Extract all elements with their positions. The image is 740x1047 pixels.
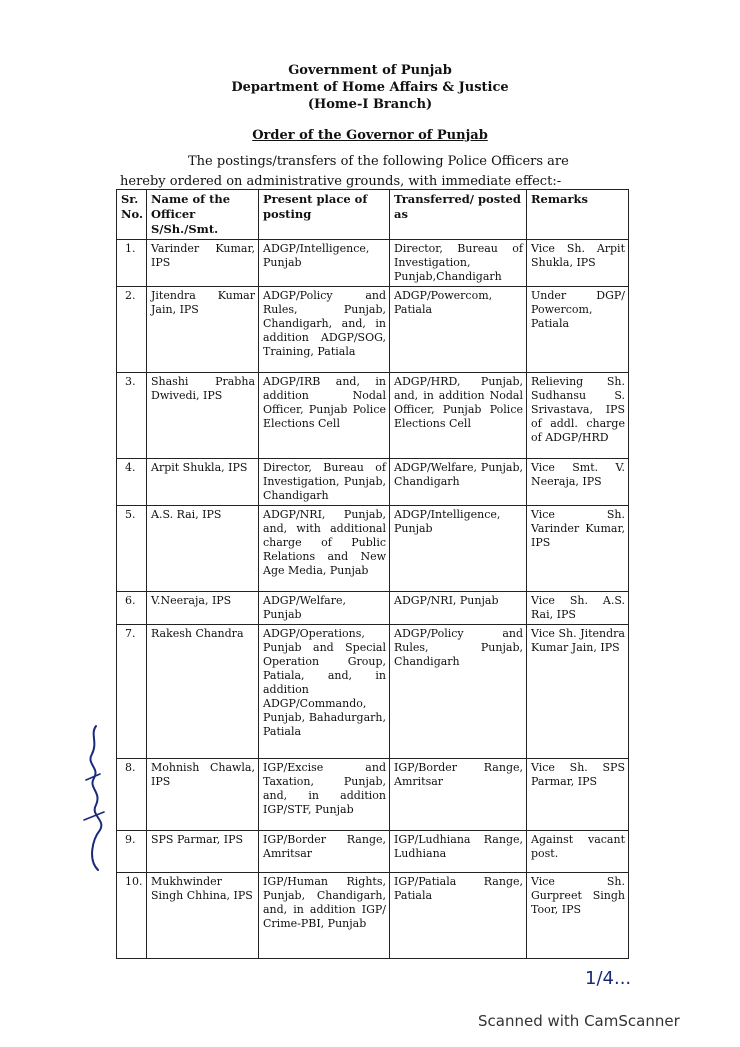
- intro-line-1: The postings/transfers of the following Police Officers are: [188, 154, 569, 169]
- header-branch: (Home-I Branch): [307, 97, 433, 112]
- table-row: [117, 831, 629, 873]
- header-sr-no: Sr. No.: [117, 190, 147, 240]
- header-remarks: Remarks: [527, 190, 629, 240]
- cell-remarks: Vice Sh. Arpit Shukla, IPS: [527, 240, 629, 287]
- document-header: [0, 62, 740, 113]
- cell-officer-name: V.Neeraja, IPS: [147, 592, 259, 625]
- table-header-row: [117, 190, 629, 240]
- cell-transferred: ADGP/Powercom, Patiala: [390, 287, 527, 373]
- cell-transferred: ADGP/HRD, Punjab, and, in addition Nodal Officer, Punjab Police Elections Cell: [390, 373, 527, 459]
- cell-officer-name: SPS Parmar, IPS: [147, 831, 259, 873]
- cell-present-posting: IGP/Border Range, Amritsar: [259, 831, 390, 873]
- cell-remarks: Vice Sh. SPS Parmar, IPS: [527, 759, 629, 831]
- cell-officer-name: Mohnish Chawla, IPS: [147, 759, 259, 831]
- table-row: [117, 240, 629, 287]
- table-row: [117, 459, 629, 506]
- cell-present-posting: Director, Bureau of Investigation, Punjab, Chandigarh: [259, 459, 390, 506]
- table-row: [117, 625, 629, 759]
- intro-line-2: hereby ordered on administrative grounds, with immediate effect:-: [120, 174, 562, 189]
- cell-remarks: Vice Sh. Jitendra Kumar Jain, IPS: [527, 625, 629, 759]
- cell-sr-no: 6.: [117, 592, 147, 625]
- cell-transferred: ADGP/Intelligence, Punjab: [390, 506, 527, 592]
- cell-present-posting: IGP/Human Rights, Punjab, Chandigarh, and, in addition IGP/ Crime-PBI, Punjab: [259, 873, 390, 959]
- cell-officer-name: Mukhwinder Singh Chhina, IPS: [147, 873, 259, 959]
- cell-transferred: ADGP/NRI, Punjab: [390, 592, 527, 625]
- cell-remarks: Relieving Sh. Sudhansu S. Srivastava, IPS of addl. charge of ADGP/HRD: [527, 373, 629, 459]
- cell-officer-name: Arpit Shukla, IPS: [147, 459, 259, 506]
- table-row: [117, 287, 629, 373]
- table-row: [117, 873, 629, 959]
- cell-sr-no: 2.: [117, 287, 147, 373]
- cell-present-posting: ADGP/Welfare, Punjab: [259, 592, 390, 625]
- cell-transferred: IGP/Border Range, Amritsar: [390, 759, 527, 831]
- cell-sr-no: 10.: [117, 873, 147, 959]
- cell-sr-no: 1.: [117, 240, 147, 287]
- header-present-posting: Present place of posting: [259, 190, 390, 240]
- cell-sr-no: 7.: [117, 625, 147, 759]
- cell-remarks: Against vacant post.: [527, 831, 629, 873]
- cell-present-posting: ADGP/IRB and, in addition Nodal Officer, Punjab Police Elections Cell: [259, 373, 390, 459]
- order-title: Order of the Governor of Punjab: [252, 128, 488, 143]
- cell-officer-name: Varinder Kumar, IPS: [147, 240, 259, 287]
- cell-remarks: Vice Sh. Gurpreet Singh Toor, IPS: [527, 873, 629, 959]
- cell-transferred: ADGP/Welfare, Punjab, Chandigarh: [390, 459, 527, 506]
- table-row: [117, 506, 629, 592]
- cell-present-posting: ADGP/Intelligence, Punjab: [259, 240, 390, 287]
- table-row: [117, 592, 629, 625]
- header-officer-name: Name of the Officer S/Sh./Smt.: [147, 190, 259, 240]
- cell-sr-no: 5.: [117, 506, 147, 592]
- cell-sr-no: 4.: [117, 459, 147, 506]
- cell-remarks: Vice Smt. V. Neeraja, IPS: [527, 459, 629, 506]
- cell-present-posting: ADGP/NRI, Punjab, and, with additional charge of Public Relations and New Age Media, Punjab: [259, 506, 390, 592]
- cell-officer-name: A.S. Rai, IPS: [147, 506, 259, 592]
- cell-officer-name: Rakesh Chandra: [147, 625, 259, 759]
- scanner-watermark: Scanned with CamScanner: [478, 1012, 680, 1030]
- cell-transferred: IGP/Patiala Range, Patiala: [390, 873, 527, 959]
- table-row: [117, 373, 629, 459]
- cell-transferred: ADGP/Policy and Rules, Punjab, Chandigarh: [390, 625, 527, 759]
- cell-present-posting: ADGP/Operations, Punjab and Special Operation Group, Patiala, and, in addition ADGP/Commando, Punjab, Bahadurgarh, Patiala: [259, 625, 390, 759]
- header-government: Government of Punjab: [288, 63, 452, 78]
- cell-sr-no: 9.: [117, 831, 147, 873]
- cell-sr-no: 8.: [117, 759, 147, 831]
- cell-present-posting: IGP/Excise and Taxation, Punjab, and, in addition IGP/STF, Punjab: [259, 759, 390, 831]
- header-transferred: Transferred/ posted as: [390, 190, 527, 240]
- header-department: Department of Home Affairs & Justice: [231, 80, 509, 95]
- postings-table: [116, 189, 629, 959]
- intro-paragraph: [120, 152, 622, 192]
- cell-transferred: IGP/Ludhiana Range, Ludhiana: [390, 831, 527, 873]
- cell-sr-no: 3.: [117, 373, 147, 459]
- cell-present-posting: ADGP/Policy and Rules, Punjab, Chandigarh, and, in addition ADGP/SOG, Training, Patiala: [259, 287, 390, 373]
- cell-remarks: Vice Sh. A.S. Rai, IPS: [527, 592, 629, 625]
- page-number: 1/4...: [585, 968, 632, 989]
- cell-officer-name: Jitendra Kumar Jain, IPS: [147, 287, 259, 373]
- cell-remarks: Vice Sh. Varinder Kumar, IPS: [527, 506, 629, 592]
- cell-officer-name: Shashi Prabha Dwivedi, IPS: [147, 373, 259, 459]
- table-row: [117, 759, 629, 831]
- handwritten-initials: [70, 720, 110, 880]
- cell-remarks: Under DGP/ Powercom, Patiala: [527, 287, 629, 373]
- cell-transferred: Director, Bureau of Investigation, Punjab,Chandigarh: [390, 240, 527, 287]
